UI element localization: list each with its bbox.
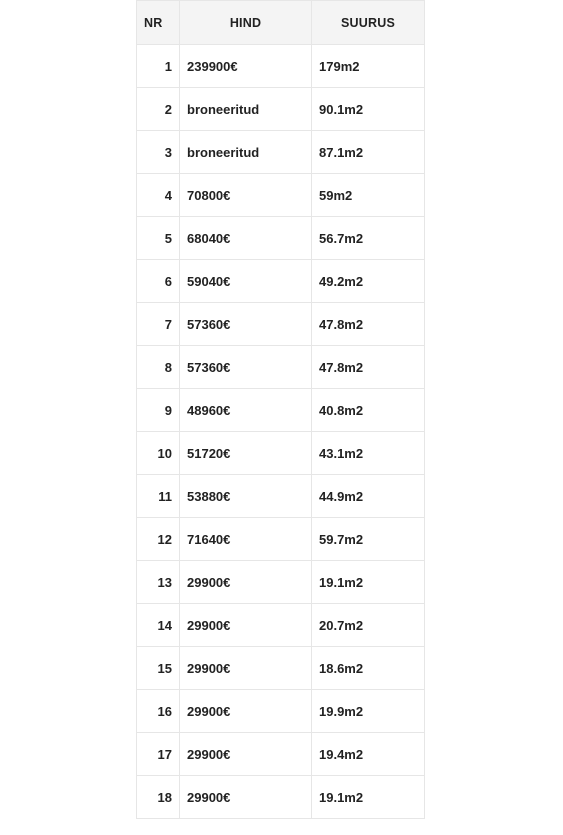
table-row[interactable]: [137, 346, 425, 389]
cell-nr: 6: [137, 260, 180, 303]
cell-nr: 2: [137, 88, 180, 131]
cell-suurus: 19.4m2: [312, 733, 425, 776]
cell-hind: 68040€: [180, 217, 312, 260]
cell-suurus: 43.1m2: [312, 432, 425, 475]
cell-suurus: 87.1m2: [312, 131, 425, 174]
cell-suurus: 179m2: [312, 45, 425, 88]
cell-suurus: 47.8m2: [312, 346, 425, 389]
cell-hind: 29900€: [180, 733, 312, 776]
cell-nr: 17: [137, 733, 180, 776]
column-header-hind[interactable]: HIND: [180, 1, 312, 45]
table-row[interactable]: [137, 690, 425, 733]
cell-nr: 4: [137, 174, 180, 217]
cell-nr: 13: [137, 561, 180, 604]
table-row[interactable]: [137, 518, 425, 561]
table-row[interactable]: [137, 432, 425, 475]
cell-suurus: 18.6m2: [312, 647, 425, 690]
table-row[interactable]: [137, 45, 425, 88]
cell-nr: 18: [137, 776, 180, 819]
cell-suurus: 19.9m2: [312, 690, 425, 733]
table-row[interactable]: [137, 260, 425, 303]
cell-suurus: 59m2: [312, 174, 425, 217]
cell-suurus: 19.1m2: [312, 776, 425, 819]
cell-nr: 3: [137, 131, 180, 174]
table-row[interactable]: [137, 561, 425, 604]
table-row[interactable]: [137, 475, 425, 518]
column-header-nr[interactable]: NR: [137, 1, 180, 45]
cell-nr: 1: [137, 45, 180, 88]
table-header: [137, 1, 425, 45]
cell-suurus: 90.1m2: [312, 88, 425, 131]
cell-hind: 57360€: [180, 346, 312, 389]
cell-hind: 29900€: [180, 647, 312, 690]
table-row[interactable]: [137, 88, 425, 131]
cell-suurus: 44.9m2: [312, 475, 425, 518]
cell-hind: 53880€: [180, 475, 312, 518]
cell-hind: 57360€: [180, 303, 312, 346]
cell-nr: 14: [137, 604, 180, 647]
cell-hind: 48960€: [180, 389, 312, 432]
cell-hind: 51720€: [180, 432, 312, 475]
table-row[interactable]: [137, 733, 425, 776]
table-row[interactable]: [137, 604, 425, 647]
table-row[interactable]: [137, 776, 425, 819]
table-row[interactable]: [137, 389, 425, 432]
cell-hind: 29900€: [180, 604, 312, 647]
cell-hind: 70800€: [180, 174, 312, 217]
cell-suurus: 20.7m2: [312, 604, 425, 647]
cell-hind: 239900€: [180, 45, 312, 88]
price-table: [136, 0, 425, 819]
table-row[interactable]: [137, 131, 425, 174]
cell-nr: 15: [137, 647, 180, 690]
cell-hind: 29900€: [180, 776, 312, 819]
cell-hind: 29900€: [180, 561, 312, 604]
cell-suurus: 19.1m2: [312, 561, 425, 604]
cell-nr: 5: [137, 217, 180, 260]
table-row[interactable]: [137, 217, 425, 260]
cell-suurus: 47.8m2: [312, 303, 425, 346]
price-table-container: [136, 0, 424, 819]
cell-hind: 29900€: [180, 690, 312, 733]
cell-suurus: 40.8m2: [312, 389, 425, 432]
cell-hind: broneeritud: [180, 131, 312, 174]
cell-nr: 10: [137, 432, 180, 475]
cell-nr: 12: [137, 518, 180, 561]
cell-nr: 7: [137, 303, 180, 346]
table-row[interactable]: [137, 174, 425, 217]
cell-hind: broneeritud: [180, 88, 312, 131]
cell-suurus: 56.7m2: [312, 217, 425, 260]
cell-suurus: 49.2m2: [312, 260, 425, 303]
column-header-suurus[interactable]: SUURUS: [312, 1, 425, 45]
cell-nr: 16: [137, 690, 180, 733]
header-row: [137, 1, 425, 45]
cell-nr: 8: [137, 346, 180, 389]
cell-suurus: 59.7m2: [312, 518, 425, 561]
table-row[interactable]: [137, 303, 425, 346]
table-body: [137, 45, 425, 819]
cell-hind: 71640€: [180, 518, 312, 561]
cell-nr: 9: [137, 389, 180, 432]
cell-hind: 59040€: [180, 260, 312, 303]
table-row[interactable]: [137, 647, 425, 690]
cell-nr: 11: [137, 475, 180, 518]
